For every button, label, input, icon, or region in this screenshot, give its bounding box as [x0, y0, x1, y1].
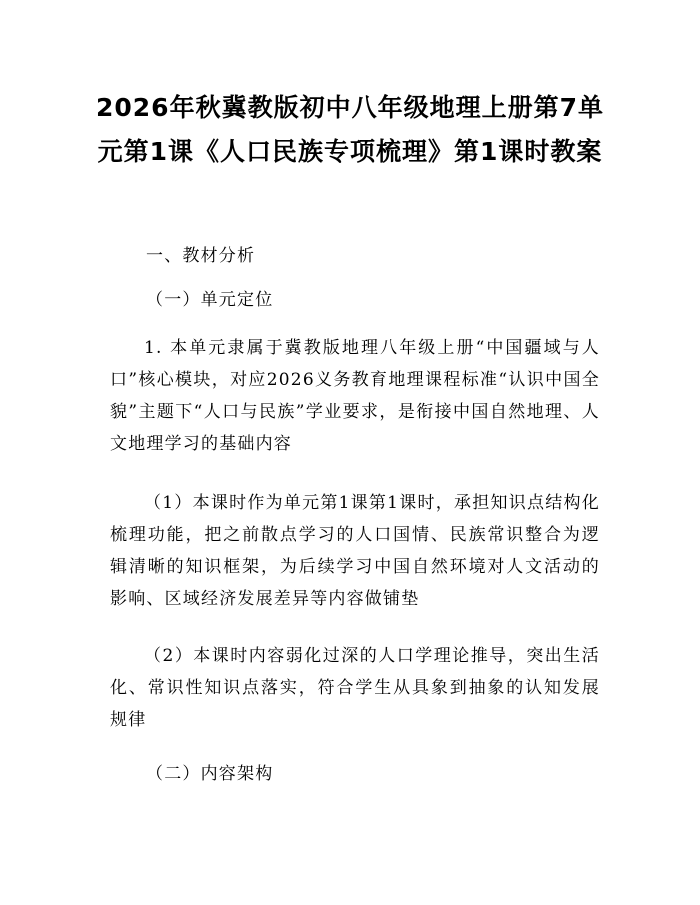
paragraph-lesson-content-focus: （2）本课时内容弱化过深的人口学理论推导，突出生活化、常识性知识点落实，符合学生从具象到抽象的认知发展规律: [110, 646, 600, 730]
section-heading-teaching-material-analysis: 一、教材分析: [146, 246, 256, 266]
subsection-heading-content-structure: （二）内容架构: [146, 764, 274, 784]
paragraph-lesson-function: （1）本课时作为单元第1课第1课时，承担知识点结构化梳理功能，把之前散点学习的人口国情、民族常识整合为逻辑清晰的知识框架，为后续学习中国自然环境对人文活动的影响、区域经济发展差异等内容做铺垫: [110, 493, 600, 609]
paragraph-unit-description: 1. 本单元隶属于冀教版地理八年级上册“中国疆域与人口”核心模块，对应2026义务教育地理课程标准“认识中国全貌”主题下“人口与民族”学业要求，是衔接中国自然地理、人文地理学习的基础内容: [110, 338, 600, 454]
document-title: 2026年秋冀教版初中八年级地理上册第7单元第1课《人口民族专项梳理》第1课时教案: [96, 93, 604, 166]
subsection-heading-unit-positioning: （一）单元定位: [146, 290, 274, 310]
